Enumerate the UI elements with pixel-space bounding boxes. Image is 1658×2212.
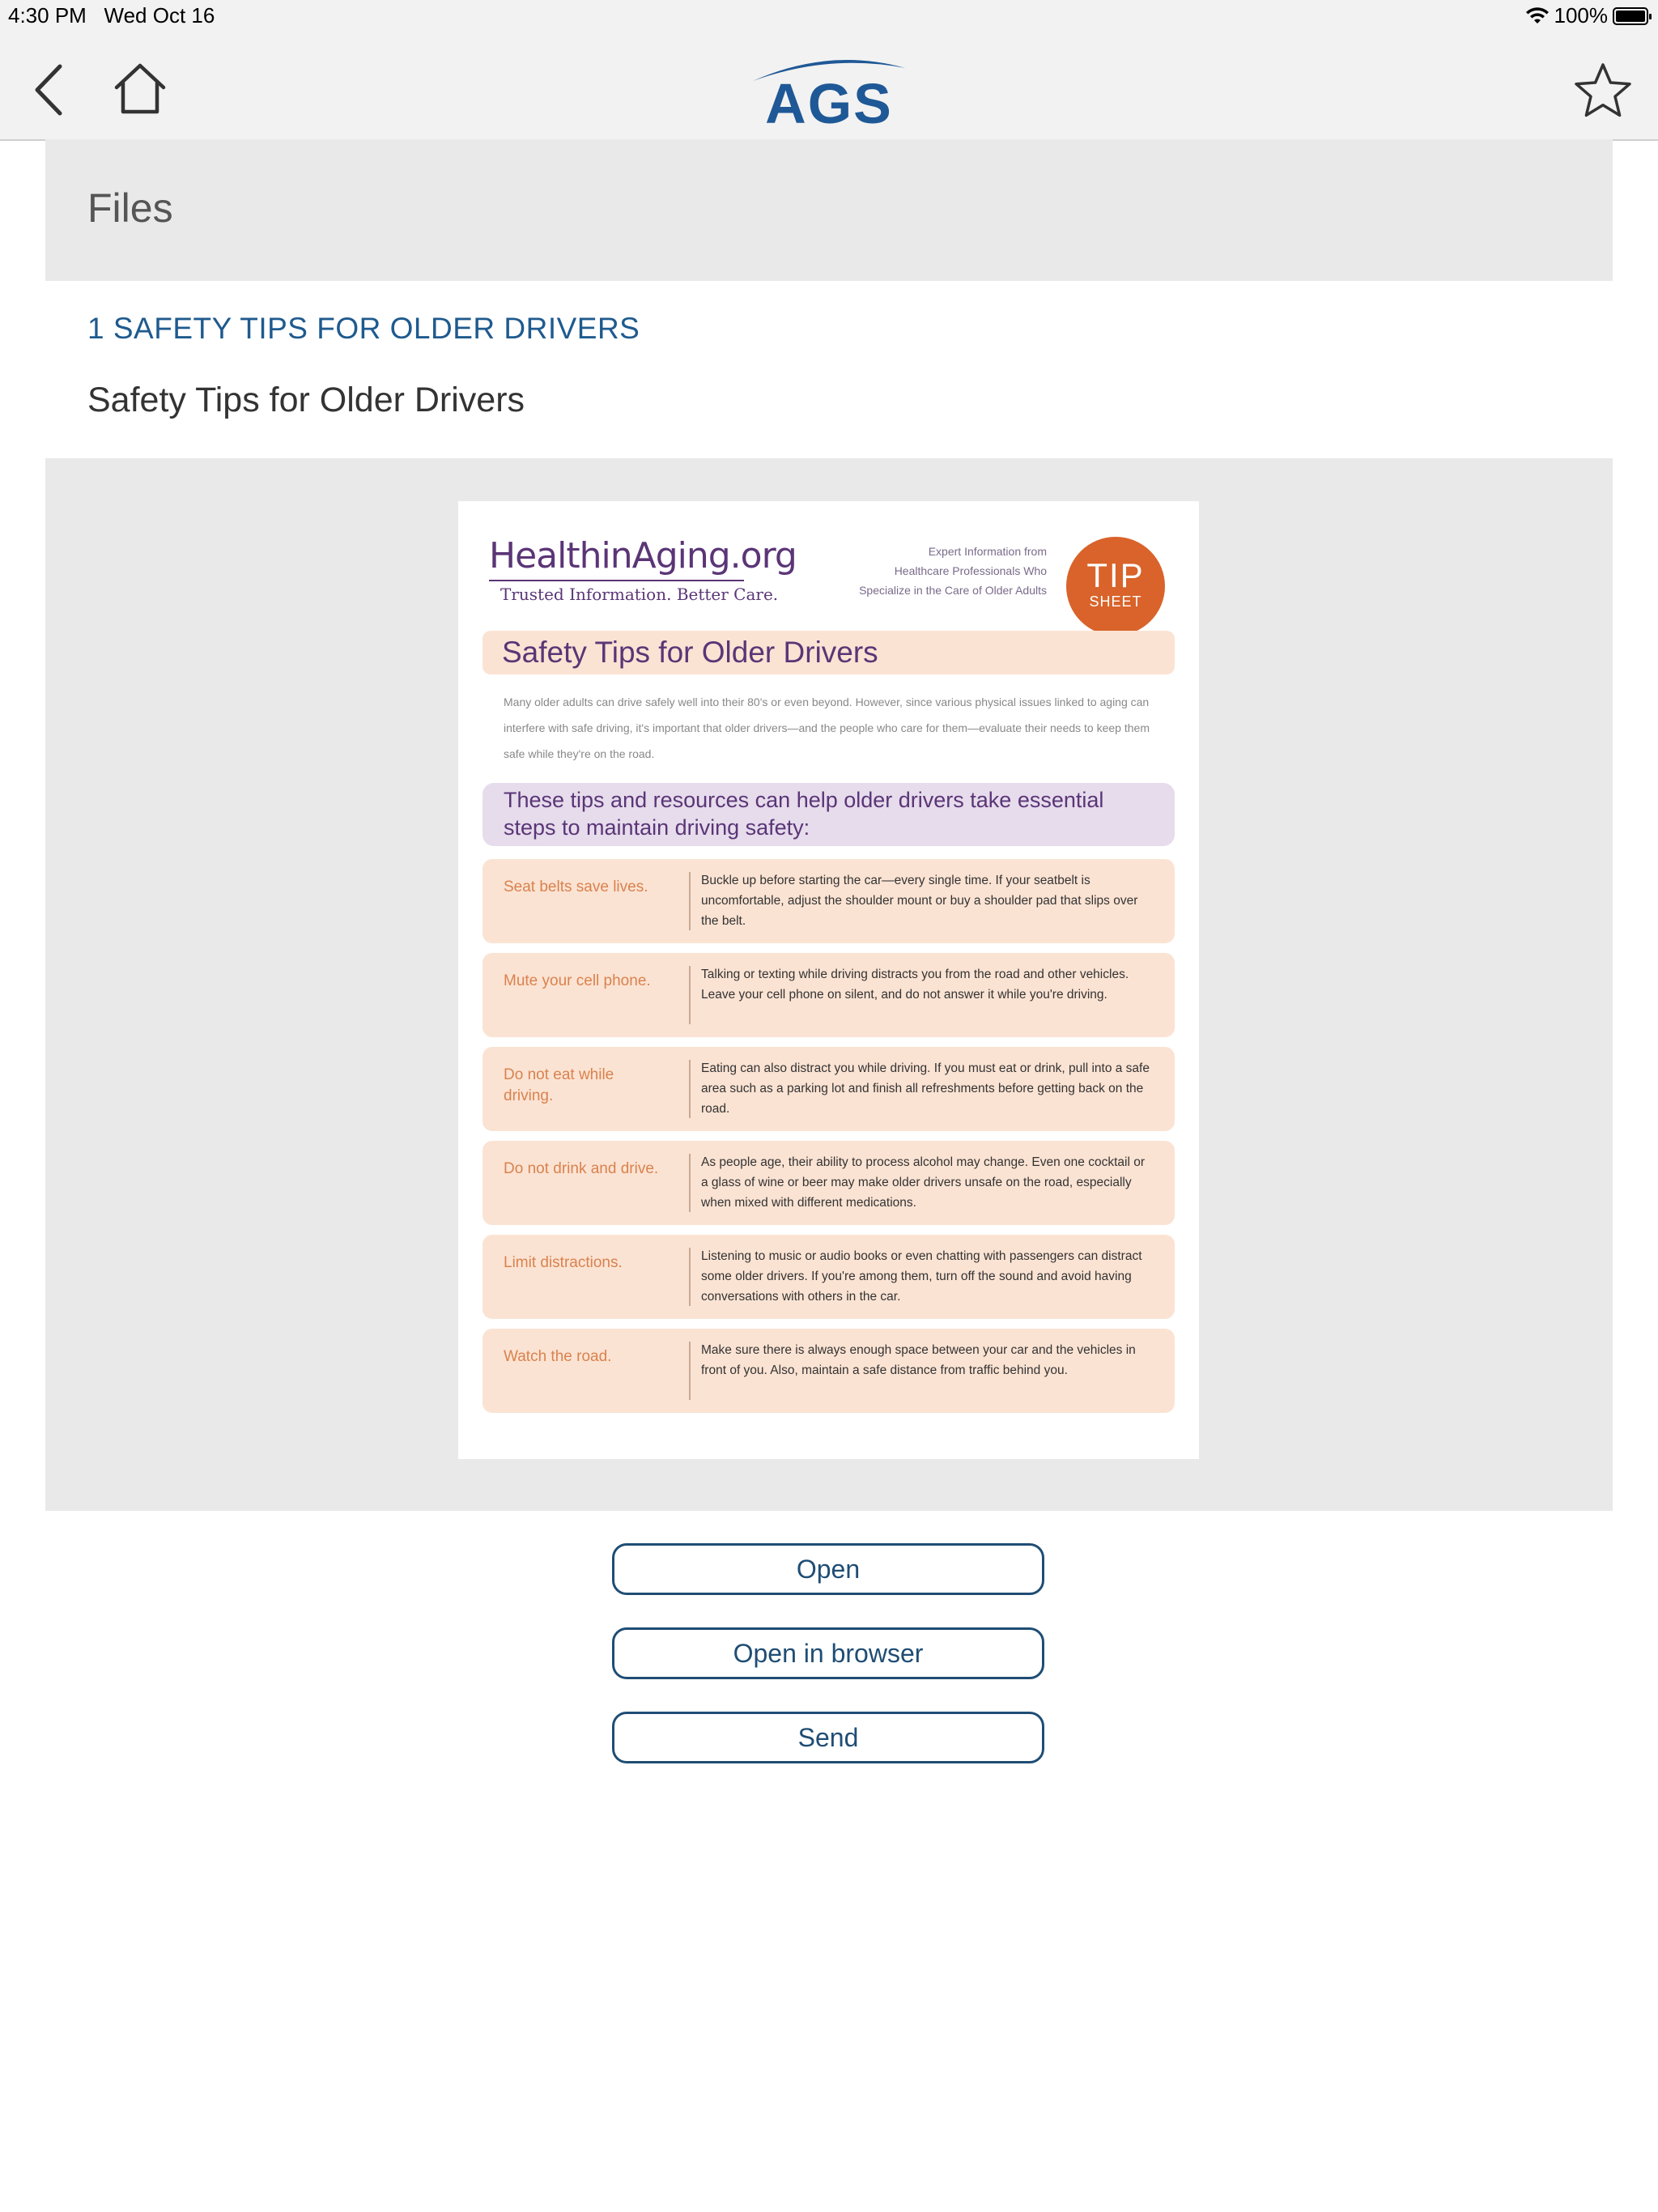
tip-label: Do not drink and drive. <box>504 1160 659 1177</box>
status-time <box>8 3 215 28</box>
tip-divider <box>689 966 691 1024</box>
home-icon[interactable] <box>113 62 167 115</box>
file-title: 1 SAFETY TIPS FOR OLDER DRIVERS <box>87 312 640 345</box>
favorite-star-icon[interactable] <box>1574 62 1632 120</box>
logo-text: AGS <box>765 72 893 135</box>
file-subtitle: Safety Tips for Older Drivers <box>87 381 525 419</box>
doc-title: Safety Tips for Older Drivers <box>502 636 878 669</box>
document-preview-area <box>45 458 1613 1511</box>
status-date-text: Wed Oct 16 <box>104 3 215 28</box>
tip-divider <box>689 1248 691 1306</box>
status-time-text: 4:30 PM <box>8 3 87 28</box>
tip-divider <box>689 1154 691 1212</box>
tip-label: Limit distractions. <box>504 1254 623 1271</box>
battery-percent: 100% <box>1554 3 1608 28</box>
nav-bar <box>0 32 1658 141</box>
tip-divider <box>689 872 691 930</box>
doc-brand-rule <box>489 580 744 581</box>
tip-body: As people age, their ability to process alcohol may change. Even one cocktail or a glass of wine or beer may make older drivers unsafe on the road, especially when mixed with different medications. <box>701 1155 1145 1210</box>
wifi-icon <box>1525 7 1550 25</box>
tip-row <box>483 953 1175 1037</box>
badge-line1: TIP <box>1086 556 1145 594</box>
tip-label: Watch the road. <box>504 1348 612 1365</box>
doc-expert-line: Specialize in the Care of Older Adults <box>859 584 1047 597</box>
tip-label: Mute your cell phone. <box>504 972 651 989</box>
doc-tagline: Trusted Information. Better Care. <box>500 585 779 604</box>
ags-logo <box>748 52 910 135</box>
status-right <box>1525 3 1649 28</box>
tip-body: Listening to music or audio books or even chatting with passengers can distract some older drivers. If you're among them, turn off the sound and avoid having conversations with others in the car. <box>701 1249 1142 1304</box>
send-button[interactable]: Send <box>612 1712 1044 1763</box>
tip-divider <box>689 1060 691 1118</box>
tip-label: Do not eat while driving. <box>504 1066 614 1104</box>
tip-sheet-badge <box>1066 537 1165 636</box>
doc-tips-heading-bar <box>483 783 1175 846</box>
tip-body: Talking or texting while driving distracts you from the road and other vehicles. Leave your cell phone on silent, and do not answer it while you're driving. <box>701 968 1129 1002</box>
doc-expert-text <box>804 542 1047 600</box>
doc-expert-line: Expert Information from <box>928 545 1047 558</box>
doc-intro: Many older adults can drive safely well into their 80's or even beyond. However, since various physical issues linked to aging can interfere with safe driving, it's important that older drivers—and the people who care for them—evaluate their needs to keep them safe while they're on the road. <box>504 696 1150 760</box>
tip-divider <box>689 1342 691 1400</box>
tip-label: Seat belts save lives. <box>504 878 648 895</box>
tip-row <box>483 1329 1175 1413</box>
doc-title-bar <box>483 631 1175 674</box>
tip-row <box>483 1235 1175 1319</box>
doc-tips-heading: These tips and resources can help older drivers take essential steps to maintain driving safety: <box>504 788 1104 840</box>
tip-row <box>483 1141 1175 1225</box>
status-bar <box>0 0 1658 32</box>
tip-body: Make sure there is always enough space between your car and the vehicles in front of you. Also, maintain a safe distance from traffic behind you. <box>701 1343 1136 1377</box>
battery-icon <box>1613 7 1648 25</box>
tip-row <box>483 859 1175 943</box>
tip-row <box>483 1047 1175 1131</box>
open-button[interactable]: Open <box>612 1543 1044 1595</box>
section-header <box>45 139 1613 281</box>
open-in-browser-button[interactable]: Open in browser <box>612 1627 1044 1679</box>
tip-body: Eating can also distract you while driving. If you must eat or drink, pull into a safe area such as a parking lot and finish all refreshments before getting back on the road. <box>701 1061 1150 1116</box>
document-preview[interactable] <box>458 501 1199 1459</box>
back-chevron-icon[interactable] <box>32 63 65 117</box>
badge-line2: SHEET <box>1089 593 1142 610</box>
tip-body: Buckle up before starting the car—every single time. If your seatbelt is uncomfortable, adjust the shoulder mount or buy a shoulder pad that slips over the belt. <box>701 874 1138 928</box>
doc-brand: HealthinAging.org <box>489 535 797 576</box>
section-title: Files <box>87 185 173 231</box>
doc-expert-line: Healthcare Professionals Who <box>894 564 1047 577</box>
